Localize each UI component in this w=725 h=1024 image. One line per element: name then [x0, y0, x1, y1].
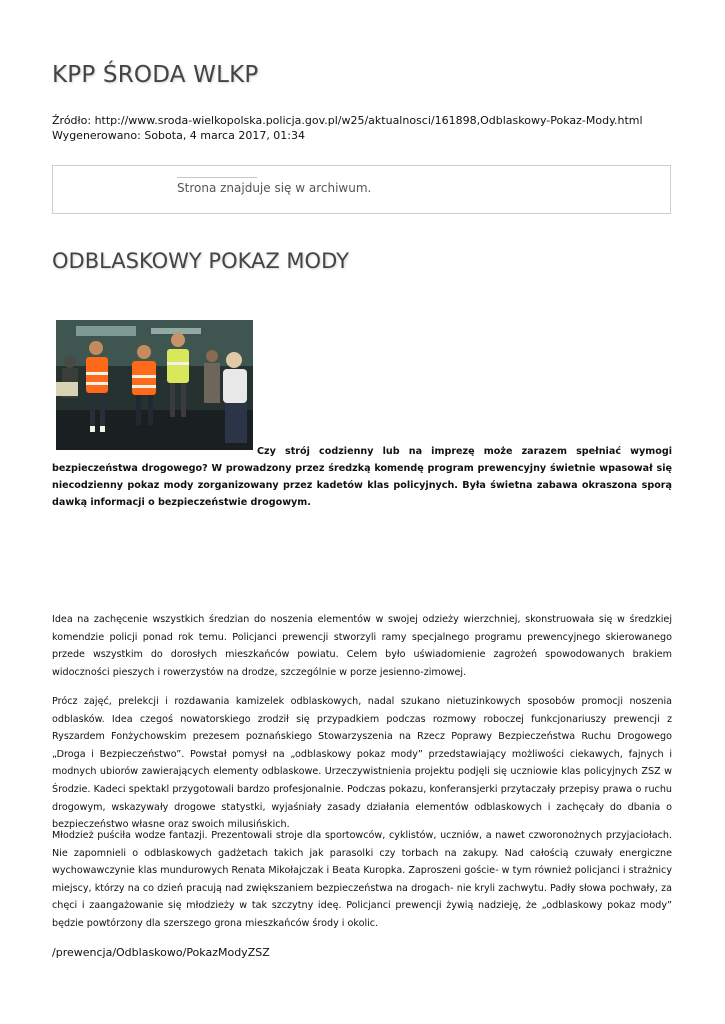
generated-line: Wygenerowano: Sobota, 4 marca 2017, 01:34: [52, 129, 306, 142]
site-title: KPP ŚRODA WLKP: [52, 62, 259, 88]
archive-notice-divider: [177, 177, 257, 178]
archive-notice-text: Strona znajduje się w archiwum.: [177, 181, 372, 195]
archive-notice-box: [52, 165, 671, 214]
source-line: Źródło: http://www.sroda-wielkopolska.policja.gov.pl/w25/aktualnosci/161898,Odblaskowy-Pokaz-Mody.html: [52, 114, 643, 127]
article-paragraph: Prócz zajęć, prelekcji i rozdawania kamizelek odblaskowych, nadal szukano nietuzinkowych sposobów promocji noszenia odblasków. Idea czegoś nowatorskiego zrodził się przypadkiem podczas rozmowy roboczej funkcjonariuszy prewencji z Ryszardem Fonżychowskim prezesem poznańskiego Stowarzyszenia na Rzecz Poprawy Bezpieczeństwa Ruchu Drogowego „Droga i Bezpieczeństwo”. Powstał pomysł na „odblaskowy pokaz mody” przedstawiający możliwości ciekawych, fajnych i modnych ubiorów zawierających elementy odblaskowe. Urzeczywistnienia projektu podjęli się uczniowie klas policyjnych ZSZ w Środzie. Kadeci spektakl przygotowali bardzo profesjonalnie. Podczas pokazu, konferansjerki przytaczały przepisy prawa o ruchu drogowym, wskazywały drogowe statystki, wyjaśniały zasady działania elementów odblaskowych i zachęcały do dbania o bezpieczeństwo własne oraz swoich milusińskich.: [52, 696, 672, 831]
article-title: ODBLASKOWY POKAZ MODY: [52, 249, 349, 273]
fashion-show-photo-illustration: [56, 320, 253, 450]
article-lead: [52, 443, 672, 511]
article-paragraph: Idea na zachęcenie wszystkich średzian do noszenia elementów w swojej odzieży wierzchniej, skonstruowała się w średzkiej komendzie policji ponad rok temu. Policjanci prewencji stworzyli ramy specjalnego programu prewencyjnego skierowanego przede wszystkim do dorosłych mieszkańców powiatu. Celem było uświadomienie zagrożeń spowodowanych brakiem widoczności pieszych i rowerzystów na drodze, szczególnie w porze jesienno-zimowej.: [52, 614, 672, 678]
article-paragraph: Młodzież puściła wodze fantazji. Prezentowali stroje dla sportowców, cyklistów, uczniów, a nawet czworonożnych przyjaciołach. Nie zapomnieli o odblaskowych gadżetach takich jak parasolki czy torbach na zakupy. Nad całością czuwały energiczne wychowawczynie klas mundurowych Renata Mikołajczak i Beata Kuropka. Zaproszeni goście- w tym również policjanci i strażnicy miejscy, którzy na co dzień pracują nad zwiększaniem bezpieczeństwa na drogach- nie kryli zachwytu. Padły słowa pochwały, za chęci i zaangażowanie się młodzieży w tak szczytny ideę. Policjanci prewencji żywią nadzieję, że „odblaskowy pokaz mody” będzie powtórzony dla szerszego grona mieszkańców środy i okolic.: [52, 830, 672, 929]
article-lead-text: Czy strój codzienny lub na imprezę może zarazem spełniać wymogi bezpieczeństwa drogowego? W prowadzony przez średzką komendę program prewencyjny świetnie wpasował się niecodzienny pokaz mody zorganizowany przez kadetów klas policyjnych. Była świetna zabawa okraszona sporą dawką informacji o bezpieczeństwie drogowym.: [52, 446, 672, 508]
article-photo: [56, 320, 253, 450]
article-path: /prewencja/Odblaskowo/PokazModyZSZ: [52, 946, 270, 959]
document-meta: [52, 113, 643, 143]
